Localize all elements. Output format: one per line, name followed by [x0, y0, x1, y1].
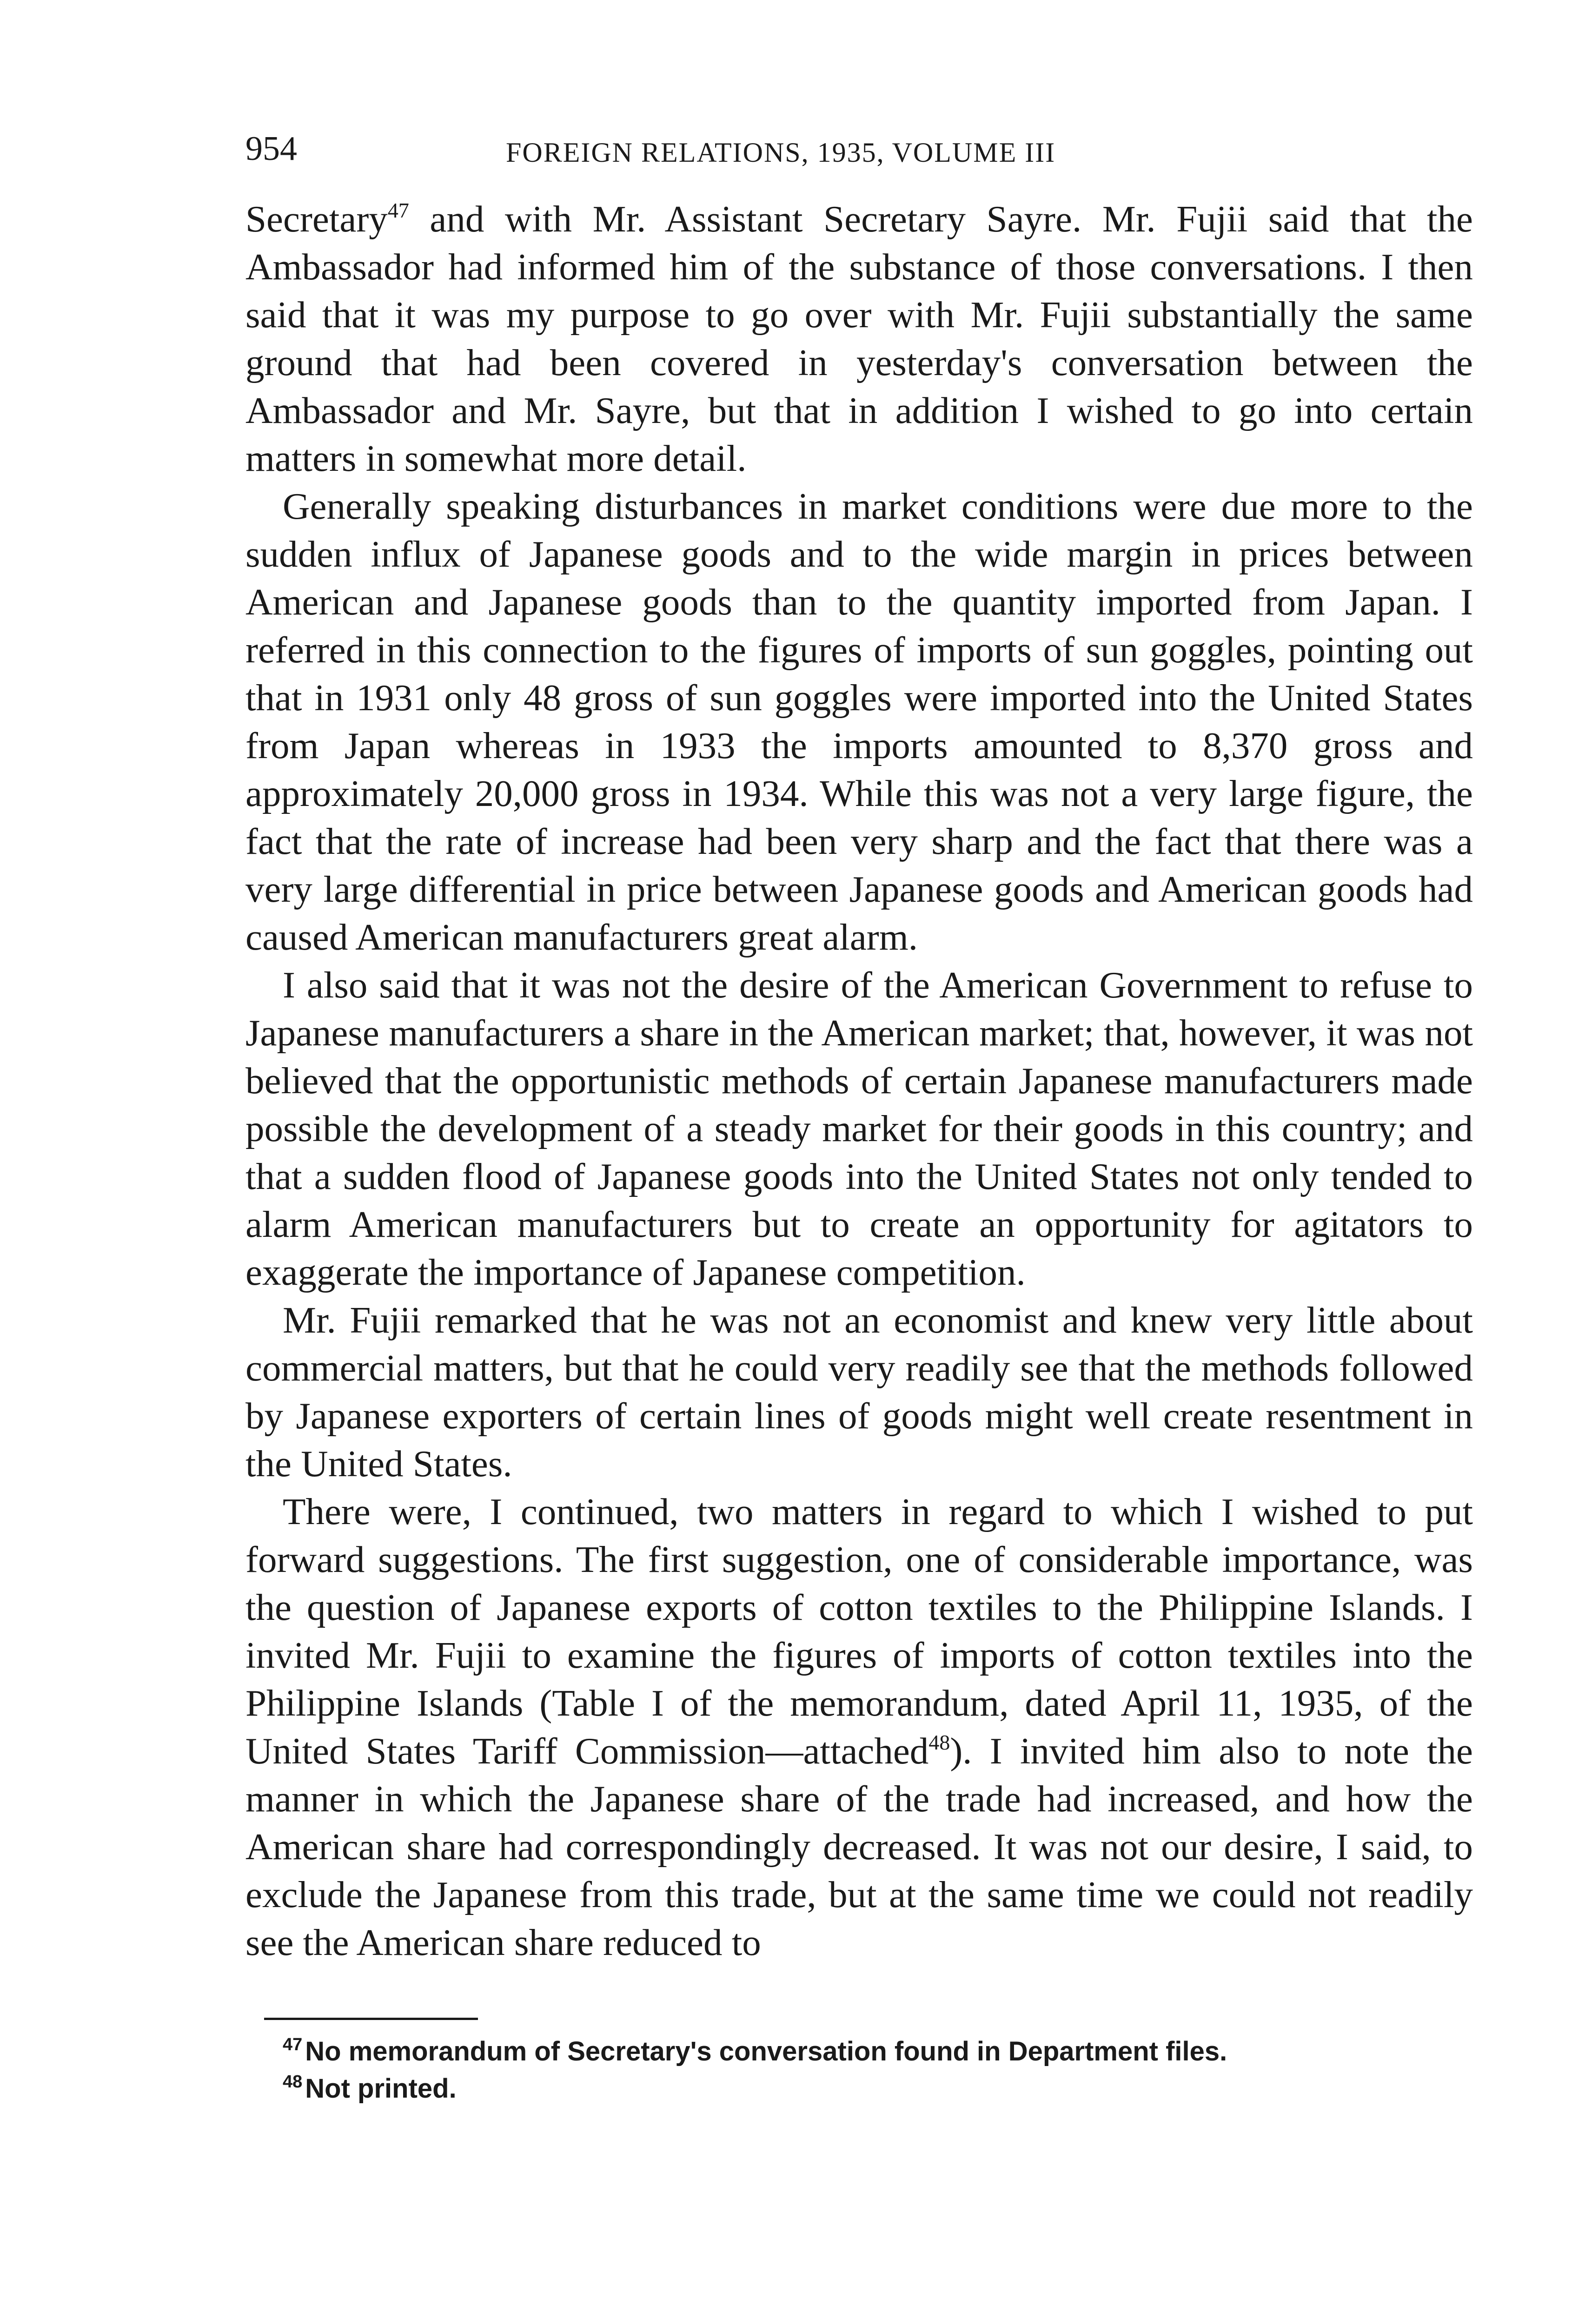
- body-text: [245, 195, 1473, 1967]
- footnote-47: [245, 2033, 1473, 2070]
- paragraph-3: I also said that it was not the desire of the American Government to refuse to Japanese manufacturers a share in the American market; that, however, it was not believed that the opportunistic methods of certain Japanese manufacturers made possible the development of a steady market for their goods in this country; and that a sudden flood of Japanese goods into the United States not only tended to alarm American manufacturers but to create an opportunity for agitators to exaggerate the importance of Japanese competition.: [245, 964, 1473, 1293]
- footnote-ref-48: 48: [928, 1730, 950, 1754]
- paragraph-text: and with Mr. Assistant Secretary Sayre. Mr. Fujii said that the Ambassador had informed him of the substance of those conversations. I then said that it was my purpose to go over with Mr. Fujii substantially the same ground that had been covered in yesterday's conversation between the Ambassador and Mr. Sayre, but that in addition I wished to go into certain matters in somewhat more detail.: [245, 198, 1473, 479]
- footnote-rule: [264, 2018, 478, 2020]
- document-page: [245, 125, 1473, 2107]
- footnote-mark: 48: [283, 2072, 303, 2092]
- running-head: [245, 125, 1473, 177]
- footnote-text: No memorandum of Secretary's conversation found in Department files.: [305, 2036, 1227, 2067]
- paragraph-text: Secretary: [245, 198, 388, 240]
- footnote-ref-47: 47: [387, 198, 409, 222]
- page-number: 954: [245, 130, 297, 168]
- paragraph-2: Generally speaking disturbances in market conditions were due more to the sudden influx of Japanese goods and to the wide margin in prices between American and Japanese goods than to the quantity imported from Japan. I referred in this connection to the figures of imports of sun goggles, pointing out that in 1931 only 48 gross of sun goggles were imported into the United States from Japan whereas in 1933 the imports amounted to 8,370 gross and approximately 20,000 gross in 1934. While this was not a very large figure, the fact that the rate of increase had been very sharp and the fact that there was a very large differential in price between Japanese goods and American goods had caused American manufacturers great alarm.: [245, 485, 1473, 958]
- footnotes: [245, 2033, 1473, 2107]
- paragraph-text: There were, I continued, two matters in regard to which I wished to put forward suggestions. The first suggestion, one of considerable importance, was the question of Japanese exports of cotton textiles to the Philippine Islands. I invited Mr. Fujii to examine the figures of imports of cotton textiles into the Philippine Islands (Table I of the memorandum, dated April 11, 1935, of the United States Tariff Commission—attached: [245, 1491, 1473, 1772]
- footnote-48: [245, 2070, 1473, 2107]
- running-title: FOREIGN RELATIONS, 1935, VOLUME III: [506, 137, 1056, 168]
- paragraph-4: Mr. Fujii remarked that he was not an economist and knew very little about commercial matters, but that he could very readily see that the methods followed by Japanese exporters of certain lines of goods might well create resentment in the United States.: [245, 1299, 1473, 1485]
- paragraph-1: [245, 195, 1473, 482]
- paragraph-5: [245, 1488, 1473, 1967]
- paragraph-text: ). I invited him also to note the manner in which the Japanese share of the trade had increased, and how the American share had correspondingly decreased. It was not our desire, I said, to exclude the Japanese from this trade, but at the same time we could not readily see the American share reduced to: [245, 1730, 1473, 1963]
- footnote-mark: 47: [283, 2035, 303, 2054]
- footnote-text: Not printed.: [305, 2073, 457, 2104]
